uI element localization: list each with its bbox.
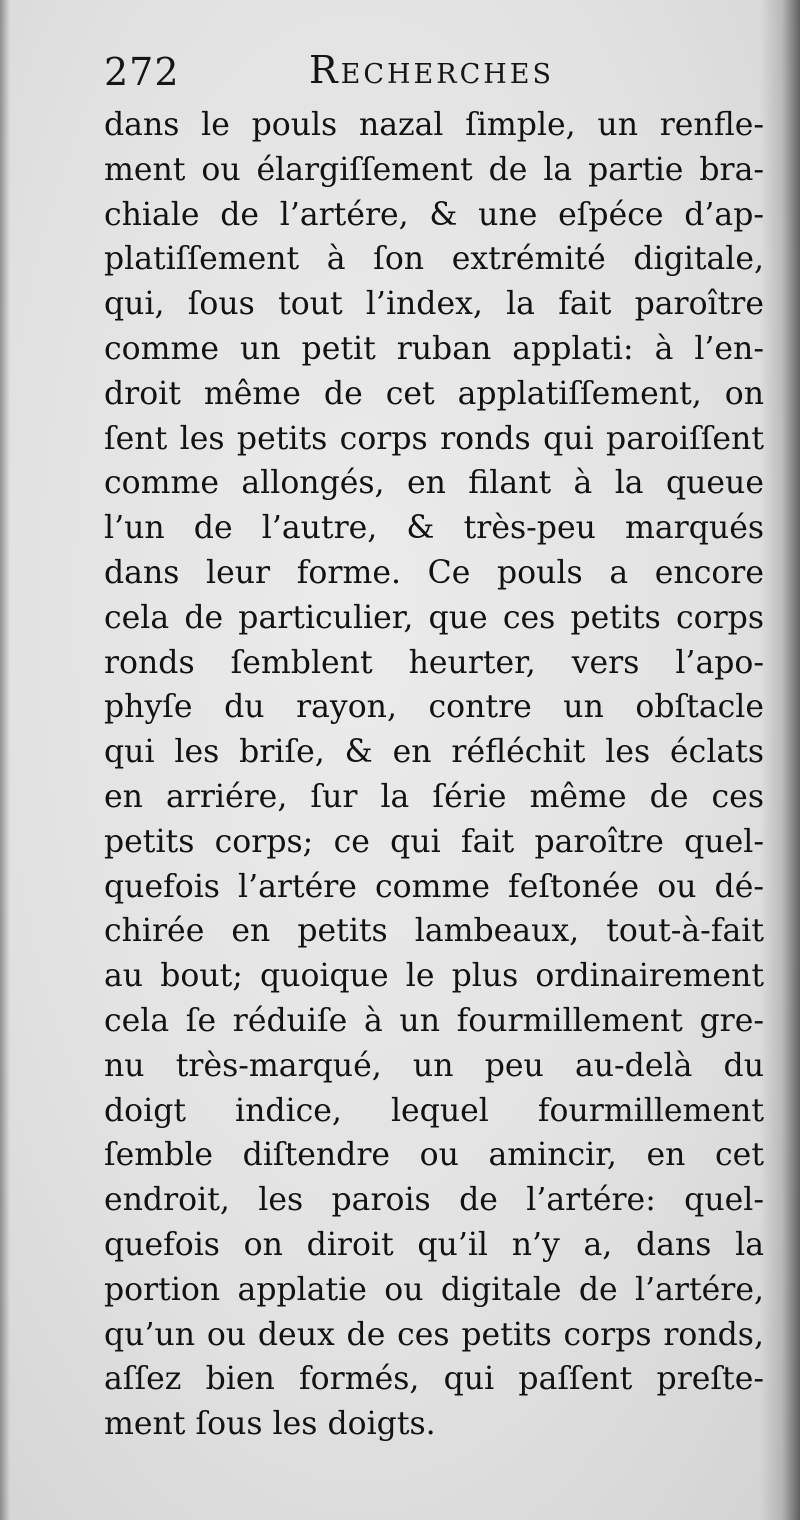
text-line: qui, ſous tout l’index, la fait paroître xyxy=(104,286,764,323)
body-text xyxy=(104,103,764,1447)
text-line: comme allongés, en filant à la queue xyxy=(104,465,764,502)
text-line: ſemble diſtendre ou amincir, en cet xyxy=(104,1137,764,1174)
text-line: ment ou élargiſſement de la partie bra- xyxy=(104,151,764,188)
text-line: aſſez bien formés, qui paſſent preſte- xyxy=(104,1361,764,1398)
text-line: quefois l’artére comme feſtonée ou dé- xyxy=(104,868,764,905)
running-head: Recherches xyxy=(309,48,554,92)
text-line: petits corps; ce qui fait paroître quel- xyxy=(104,823,764,860)
text-line: ment ſous les doigts. xyxy=(104,1406,436,1443)
text-line: qui les briſe, & en réfléchit les éclats xyxy=(104,734,764,771)
text-line: droit même de cet applatiſſement, on xyxy=(104,375,764,412)
text-line: doigt indice, lequel fourmillement xyxy=(104,1092,764,1129)
text-line: dans leur forme. Ce pouls a encore xyxy=(104,554,764,591)
text-line: cela ſe réduiſe à un fourmillement gre- xyxy=(104,1002,764,1039)
page-header xyxy=(104,44,714,100)
page-number: 272 xyxy=(104,50,180,94)
text-line: platiſſement à ſon extrémité digitale, xyxy=(104,241,764,278)
text-line: qu’un ou deux de ces petits corps ronds, xyxy=(104,1316,764,1353)
text-line: dans le pouls nazal ſimple, un renfle- xyxy=(104,107,764,143)
text-line: ſent les petits corps ronds qui paroiſſent xyxy=(104,420,764,457)
text-line: en arriére, ſur la ſérie même de ces xyxy=(104,778,764,815)
text-line: nu très-marqué, un peu au-delà du xyxy=(104,1047,764,1084)
text-line: portion applatie ou digitale de l’artére, xyxy=(104,1271,764,1308)
text-line: ronds ſemblent heurter, vers l’apo- xyxy=(104,644,764,681)
text-line: endroit, les parois de l’artére: quel- xyxy=(104,1182,764,1219)
text-line: quefois on diroit qu’il n’y a, dans la xyxy=(104,1226,764,1263)
text-line: l’un de l’autre, & très-peu marqués xyxy=(104,510,764,547)
text-line: chirée en petits lambeaux, tout-à-fait xyxy=(104,913,764,950)
text-line: chiale de l’artére, & une eſpéce d’ap- xyxy=(104,196,764,233)
text-line: comme un petit ruban applati: à l’en- xyxy=(104,330,764,367)
text-line: cela de particulier, que ces petits corps xyxy=(104,599,764,636)
text-line: au bout; quoique le plus ordinairement xyxy=(104,958,764,995)
text-line: phyſe du rayon, contre un obſtacle xyxy=(104,689,764,726)
